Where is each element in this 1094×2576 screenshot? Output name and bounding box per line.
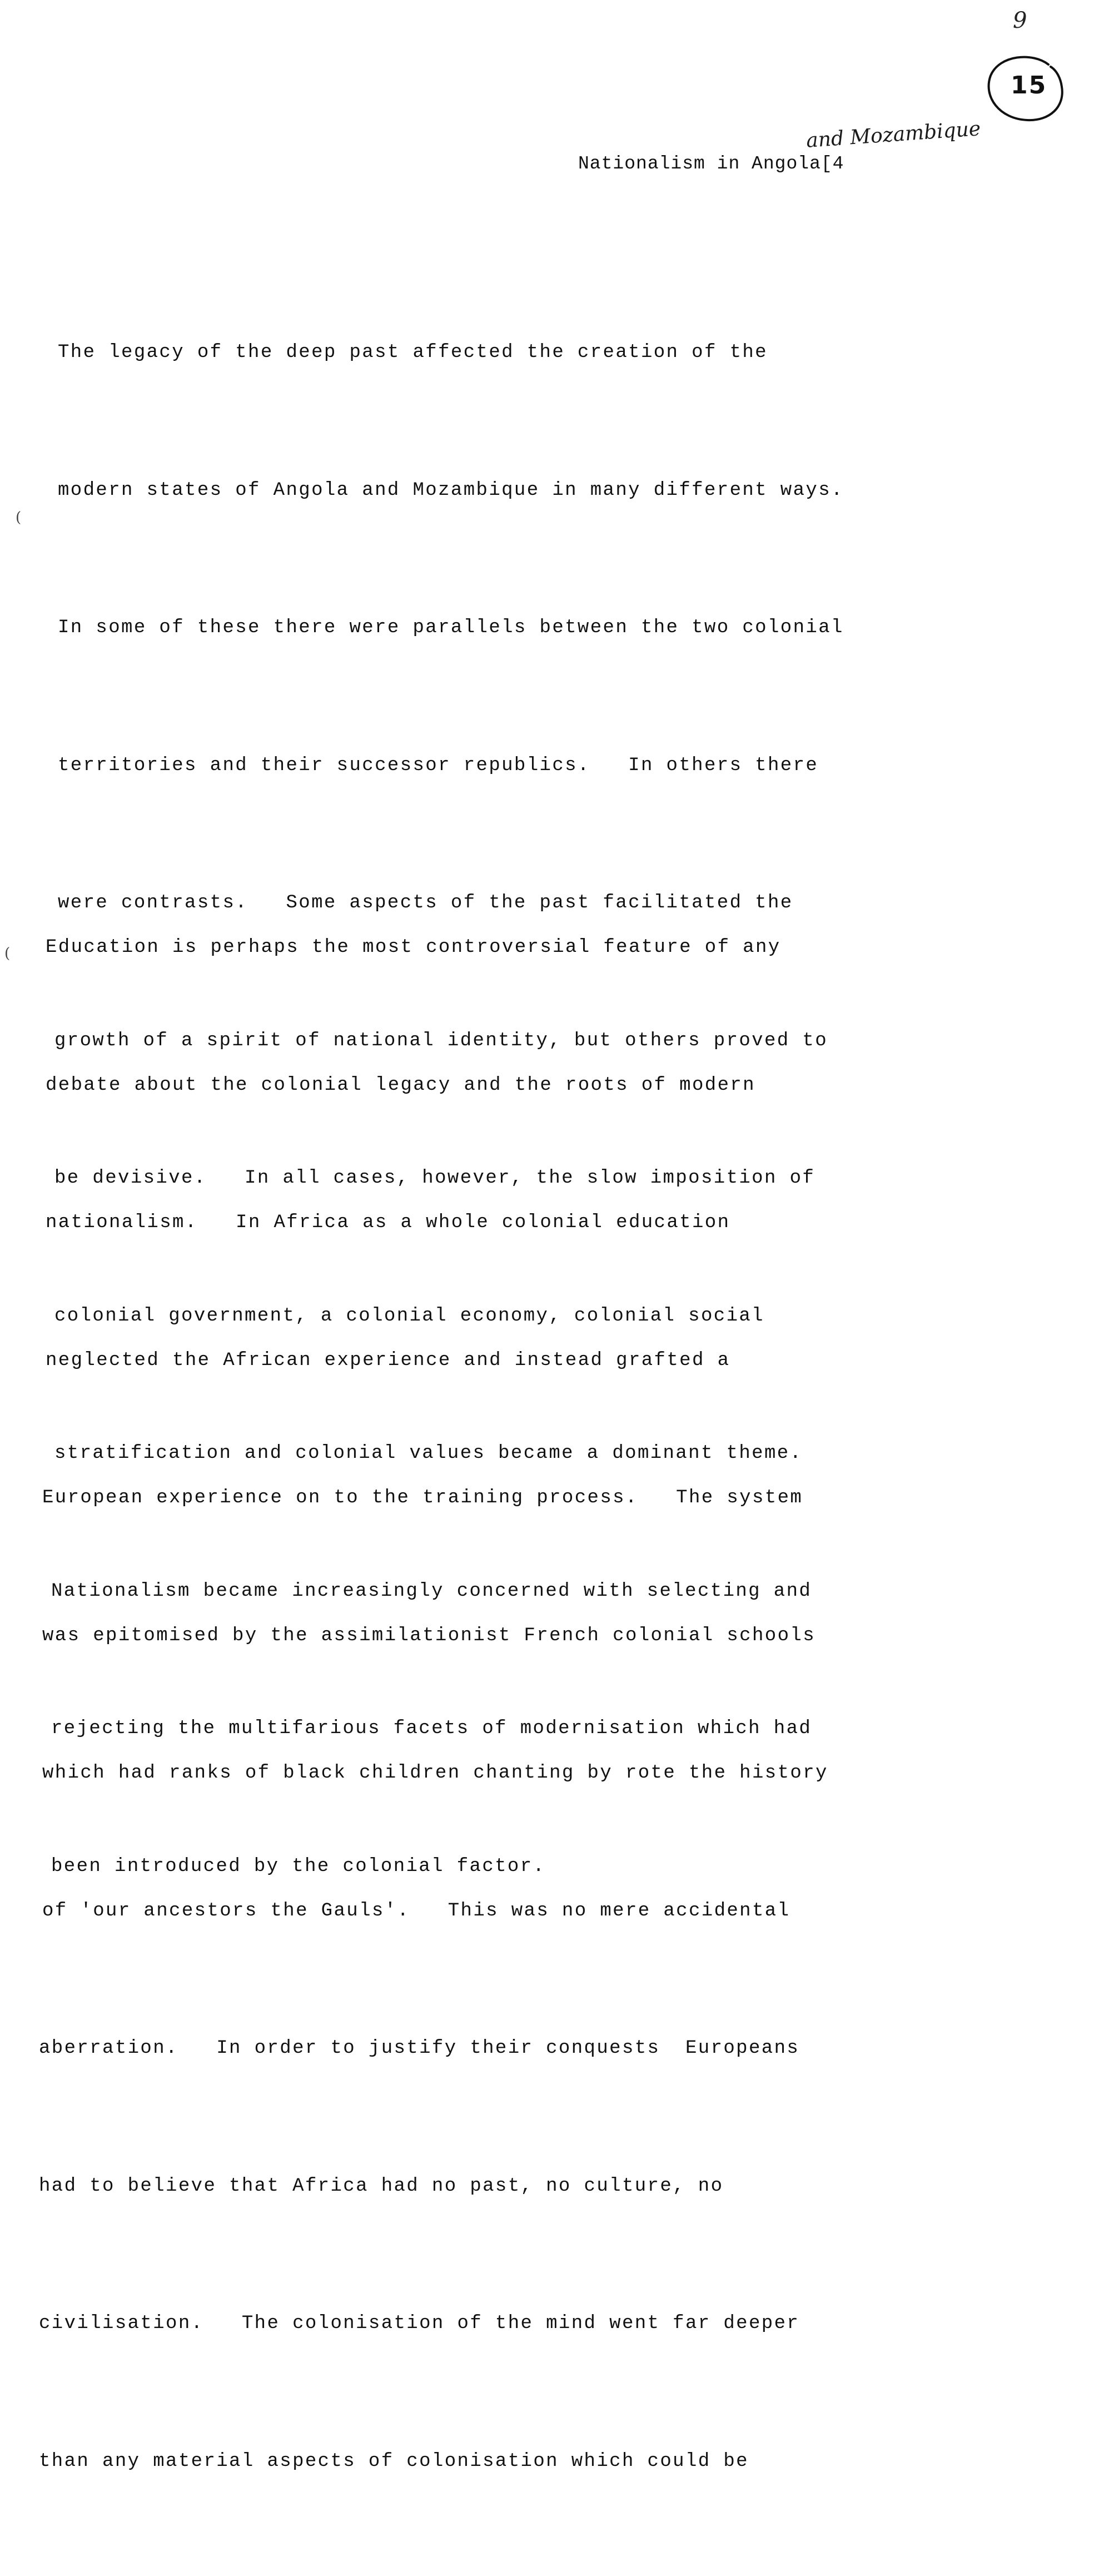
margin-mark: ( <box>4 945 11 962</box>
page-header-title: Nationalism in Angola[4 <box>578 153 844 174</box>
text-line: were contrasts. Some aspects of the past facilitated the <box>58 892 793 914</box>
text-line: had to believe that Africa had no past, no culture, no <box>39 2175 724 2197</box>
text-line: of 'our ancestors the Gauls'. This was no mere accidental <box>42 1900 790 1922</box>
text-line: European experience on to the training process. The system <box>42 1487 803 1508</box>
text-line: neglected the African experience and instead grafted a <box>46 1349 730 1371</box>
text-line: The legacy of the deep past affected the creation of the <box>58 342 768 363</box>
text-line: territories and their successor republics. In others there <box>58 755 819 776</box>
text-line: Education is perhaps the most controversial feature of any <box>46 937 781 958</box>
text-line: been introduced by the colonial factor. <box>51 1855 546 1877</box>
text-line: colonial government, a colonial economy, colonial social <box>54 1305 764 1327</box>
text-line: aberration. In order to justify their conquests Europeans <box>39 2038 800 2059</box>
text-line: debate about the colonial legacy and the roots of modern <box>46 1074 755 1096</box>
text-line: growth of a spirit of national identity, but others proved to <box>54 1030 828 1051</box>
text-line: which had ranks of black children chanting by rote the history <box>42 1763 828 1784</box>
text-line: nationalism. In Africa as a whole colonial education <box>46 1212 730 1233</box>
text-line: was epitomised by the assimilationist French colonial schools <box>42 1625 816 1646</box>
circled-page-number: 15 <box>1011 71 1047 100</box>
text-line: be devisive. In all cases, however, the slow imposition of <box>54 1168 815 1189</box>
handwritten-insert: and Mozambique <box>805 117 982 152</box>
text-line: rejecting the multifarious facets of modernisation which had <box>51 1718 812 1739</box>
margin-mark: ( <box>16 509 22 526</box>
text-line: civilisation. The colonisation of the mind went far deeper <box>39 2313 800 2334</box>
handwritten-page-mark: 9 <box>1013 8 1027 33</box>
text-line: modern states of Angola and Mozambique in many different ways. <box>58 479 844 501</box>
text-line: In some of these there were parallels between the two colonial <box>58 617 844 638</box>
paragraph <box>39 833 832 2576</box>
text-line: than any material aspects of colonisation which could be <box>39 2450 749 2472</box>
text-line: stratification and colonial values became a dominant theme. <box>54 1443 803 1464</box>
text-line: Nationalism became increasingly concerned with selecting and <box>51 1580 812 1602</box>
